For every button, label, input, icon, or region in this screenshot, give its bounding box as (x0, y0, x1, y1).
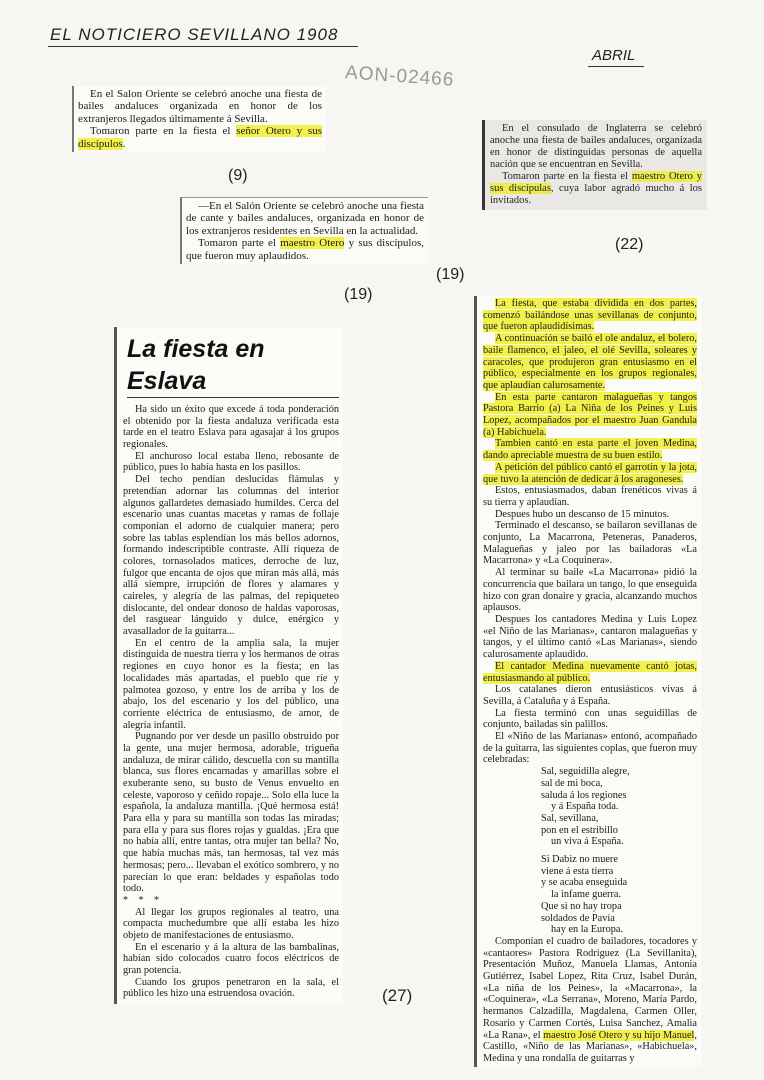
clip1-number: (9) (228, 167, 248, 184)
clip1-paragraph-1: En el Salon Oriente se celebró anoche una fiesta de bailes andaluces organizada en honor de los extranjeros llegados últimamente á Sevilla. (78, 88, 322, 125)
continuation-paragraph: Estos, entusiasmados, daban frenéticos vivas á su tierra y aplaudían. (483, 485, 697, 508)
fiesta-headline: La fiesta en Eslava (127, 333, 339, 398)
continuation-paragraph: Despues los cantadores Medina y Luis Lopez «el Niño de las Marianas», cantaron malagueñas y tangos, y el último cantó «Las Marianas», siendo calurosamente aplaudido. (483, 613, 697, 661)
eslava-paragraph: El anchuroso local estaba lleno, rebosante de público, pues lo había hasta en los pasillos. (123, 450, 339, 474)
poem-line: hay en la Europa. (551, 924, 624, 936)
poem-line: un viva á España. (551, 836, 624, 848)
poem-line: Sal, seguidilla alegre, (541, 766, 630, 778)
continuation-paragraph: El «Niño de las Marianas» entonó, acompañado de la guitarra, las siguientes coplas, que fueron muy celebradas: (483, 731, 697, 766)
clipping-fiesta-eslava (114, 327, 343, 1004)
clipping-salon-oriente-2 (180, 197, 428, 264)
poem-line: Sal, sevillana, (541, 812, 599, 824)
eslava-paragraph: Al llegar los grupos regionales al teatro, una compacta muchedumbre que allí estaba les hizo objeto de manifestaciones de entusiasmo. (123, 906, 339, 941)
poem-line: saluda á los regiones (541, 789, 627, 801)
clip3-paragraph-1: En el consulado de Inglaterra se celebró anoche una fiesta de bailes andaluces, organizada en honor de distinguidas personas de aquella nación que se encuentran en Sevilla. (490, 123, 702, 170)
highlight-otero-discipulas: maestro Otero y sus discípulas (490, 171, 703, 194)
poem-line: la infame guerra. (551, 889, 622, 901)
clipping-fiesta-continuation (474, 296, 701, 1067)
clip4-number: (27) (382, 986, 413, 1005)
continuation-paragraph: A petición del público cantó el garrotín y la jota, que tuvo la atención de dedicar á los aragoneses. (483, 461, 697, 485)
clip3-paragraph-2: Tomaron parte en la fiesta el maestro Otero y sus discípulas, cuya labor agradó mucho á los invitados. (490, 171, 703, 206)
poem-line: Que si no hay tropa (541, 900, 622, 912)
eslava-paragraph: En el escenario y á la altura de las bambalinas, habían sido colocados cuatro focos eléctricos de gran potencia. (123, 941, 339, 976)
continuation-paragraph: Los catalanes dieron entusiásticos vivas á Sevilla, á Cataluña y á España. (483, 684, 697, 707)
continuation-paragraph: La fiesta, que estaba dividida en dos partes, comenzó bailándose unas sevillanas de conjunto, que fueron aplaudidísimas. (483, 298, 697, 333)
poem-line: sal de mi boca, (541, 777, 603, 789)
poem-line: soldados de Pavía (541, 912, 615, 924)
continuation-paragraph: El cantador Medina nuevamente cantó jotas, entusiasmando al público. (483, 660, 697, 684)
clip3-number: (22) (615, 236, 644, 253)
continuation-paragraph: Terminado el descanso, se bailaron sevillanas de conjunto, La Macarrona, Peteneras, Panaderos, Malagueñas y jaleo por las bailadoras «La Macarrona» y «La Coquinera». (483, 520, 697, 567)
continuation-paragraph: Componían el cuadro de bailadores, tocadores y «cantaores» Pastora Rodriguez (La Sevillanita), Presentación Muñoz, Manuela Llamas, Antonia Gutiérrez, Isabel Lopez, Rita Cruz, Isabel Durán, «La niña de los Peines», la «Macarrona», la «Coquinera», «La Serrana», Moreno, María Pardo, hermanos Calzadilla, Magdalena, Carmen Oller, Rosario y Carmen Cortés, Luisa Sanchez, Amalia «La Rana», el maestro José Otero y su hijo Manuel, Castillo, «Niño de las Marianas», «Habichuela», Medina y una rondalla de guitarras y (483, 935, 697, 1064)
poem-line: y á España toda. (551, 801, 619, 813)
eslava-paragraph: Ha sido un éxito que excede á toda ponderación el obtenido por la fiesta andaluza verificada esta tarde en el teatro Eslava para agasajar á los grupos regionales. (123, 404, 339, 451)
highlight-maestro-otero: maestro Otero (280, 237, 345, 250)
poem-second-copla (483, 854, 697, 936)
clipping-consulado-inglaterra (482, 120, 707, 210)
eslava-paragraph: Pugnando por ver desde un pasillo obstruido por la gente, una mujer hermosa, adorable, trigueña andaluza, de mirar cálido, descuella con su mantilla blanca, sus flores encarnadas y amarillas sobre el exuberante seno, su busto de Venus envuelto en celeste, vaporoso y ceñido ropaje... Solo ella luce la española, la andaluza mantilla. ¡Qué hermosa está! Para ella y para su mantilla son todas las miradas; para ella y para sus flores rojas y gualdas. ¡Era que no había allí, entre tantas, otra mujer tan bella? No, que había muchas más, tan hermosas, tal vez más hermosas; pero... llevaban el exótico sombrero, y no parecían lo que eran: beldades y españolas todo todo. (123, 731, 339, 895)
poem-line: y se acaba enseguida (541, 877, 628, 889)
clip2-paragraph-1: —En el Salón Oriente se celebró anoche una fiesta de cante y bailes andaluces, organizada en honor de los extranjeros residentes en Sevilla en la actualidad. (186, 200, 424, 237)
section-separator: * * * (123, 894, 163, 906)
header-title: EL NOTICIERO SEVILLANO 1908 (50, 25, 339, 44)
eslava-paragraph: Del techo pendían deslucidas flámulas y pretendían adornar las columnas del interior algunos gallardetes demasiado humildes. Cerca del escenario unas cuantas macetas y ramas de follaje componían el adorno de cualquier manera; pero sobre las tablas esplendían los más bellos adornos, formando indescriptible contraste. Allí riqueza de colores, tornasolados matices, derroche de luz, fulgor que encanta de ojos que miran más allá, más allá siempre, irrupción de flores y alamares y caireles, y alegría de las palmas, del repiqueteo dislocante, del ondear donoso de haldas vaporosas, del rasguear lánguido y dulce, enérgico y avasallador de la guitarra... (123, 474, 339, 638)
eslava-paragraph: En el centro de la amplia sala, la mujer distinguida de nuestra tierra y los hermanos de otras regiones en cuyo honor es la fiesta; en las localidades más apartadas, el pueblo que ríe y palmotea gozoso, y entre los de arriba y los de abajo, los del escenario y los del público, una corriente eléctrica de entusiasmo, de amor, de alegría infantil. (123, 637, 339, 731)
continuation-paragraph: En esta parte cantaron malagueñas y tangos Pastora Barrio (a) La Niña de los Peines y Luis Lopez, acompañados por el maestro Juan Gandula (a) Habichuela. (483, 391, 697, 438)
continuation-paragraph: Tambien cantó en esta parte el joven Medina, dando apreciable muestra de su buen estilo. (483, 438, 697, 462)
continuation-paragraph: Al terminar su baile «La Macarrona» pidió la concurrencia que bailara un tango, lo que enseguida hizo con gran donaire y gracia, alcanzando muchos aplausos. (483, 567, 697, 614)
highlight-jose-otero: maestro José Otero y su hijo Manuel (543, 1029, 695, 1041)
clip2-paragraph-2: Tomaron parte el maestro Otero y sus discípulos, que fueron muy aplaudidos. (186, 237, 424, 262)
highlight-otero: señor Otero y sus discípulos (78, 125, 322, 150)
header-underline (48, 46, 358, 47)
poem-line: viene á esta tierra (541, 865, 614, 877)
clip2-number: (19) (344, 286, 373, 303)
archive-code: AON-02466 (344, 62, 455, 91)
continuation-paragraph: La fiesta terminó con unas seguidillas de conjunto, bailadas sin palillos. (483, 707, 697, 731)
header-month: ABRIL (592, 47, 636, 64)
eslava-paragraph: Cuando los grupos penetraron en la sala, el público les hizo una estruendosa ovación. (123, 976, 339, 1000)
continuation-paragraph: A continuación se bailó el ole andaluz, el bolero, baile flamenco, el jaleo, el olé Sevilla, soleares y caracoles, que produjeron gran entusiasmo en el público, especialmente en los grupos regionales, que aplaudían calurosamente. (483, 333, 697, 391)
poem-line: pon en el estribillo (541, 824, 618, 836)
continuation-paragraph: Despues hubo un descanso de 15 minutos. (495, 508, 670, 520)
clip1-paragraph-2: Tomaron parte en la fiesta el señor Otero y sus discípulos. (78, 125, 322, 150)
poem-line: Si Dabiz no muere (541, 854, 618, 866)
month-underline (588, 66, 644, 67)
clip2-side-number: (19) (436, 266, 465, 283)
poem-first-copla (483, 766, 697, 848)
clipping-salon-oriente-1 (72, 86, 326, 152)
